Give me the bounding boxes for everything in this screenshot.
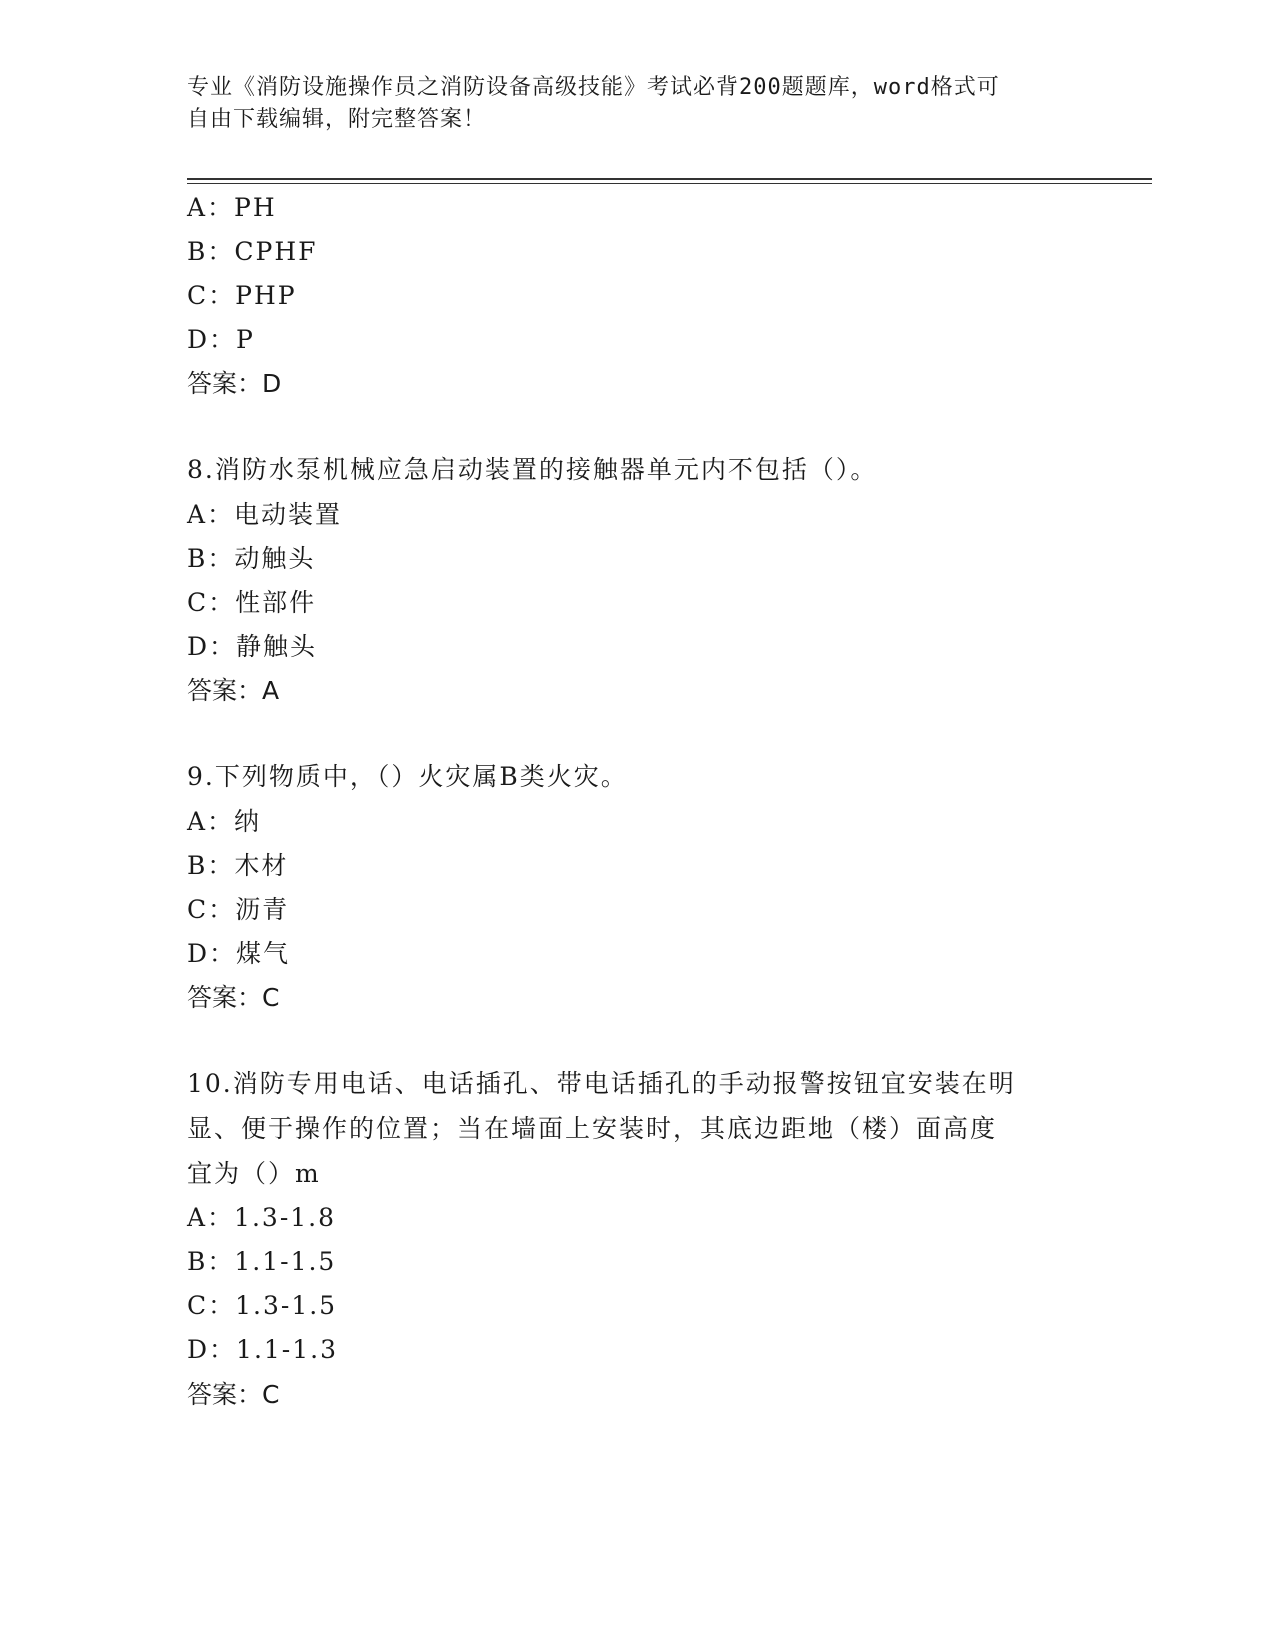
q9-question: 9.下列物质中，（）火灾属B类火灾。 — [187, 762, 628, 791]
q9-option-d: D：煤气 — [187, 939, 291, 968]
q7-option-d: D：P — [187, 325, 255, 354]
q7-option-c: C：PHP — [187, 281, 297, 310]
q7-option-a: A：PH — [187, 193, 277, 222]
q8-option-b: B：动触头 — [187, 544, 316, 573]
q8-question: 8.消防水泵机械应急启动装置的接触器单元内不包括（）。 — [187, 455, 878, 484]
q9-answer: 答案：C — [187, 983, 280, 1012]
q10-option-b: B：1.1-1.5 — [187, 1247, 337, 1276]
q10-question-line-1: 10.消防专用电话、电话插孔、带电话插孔的手动报警按钮宜安装在明 — [187, 1069, 1016, 1098]
header-divider-thick — [187, 178, 1152, 180]
q10-question-line-3: 宜为（）m — [187, 1159, 321, 1188]
q10-option-a: A：1.3-1.8 — [187, 1203, 337, 1232]
q9-option-a: A：纳 — [187, 807, 262, 836]
q9-option-c: C：沥青 — [187, 895, 290, 924]
q9-option-b: B：木材 — [187, 851, 289, 880]
q7-option-b: B：CPHF — [187, 237, 318, 266]
q8-option-a: A：电动装置 — [187, 500, 343, 529]
q10-question-line-2: 显、便于操作的位置；当在墙面上安装时，其底边距地（楼）面高度 — [187, 1114, 998, 1143]
header-line-2: 自由下载编辑，附完整答案！ — [187, 107, 487, 132]
q10-option-d: D：1.1-1.3 — [187, 1335, 339, 1364]
document-header — [187, 72, 1067, 136]
q7-answer: 答案：D — [187, 369, 282, 398]
q8-option-d: D：静触头 — [187, 632, 318, 661]
q8-option-c: C：性部件 — [187, 588, 317, 617]
header-divider-thin — [187, 183, 1152, 184]
q8-answer: 答案：A — [187, 676, 280, 705]
q10-answer: 答案：C — [187, 1380, 280, 1409]
header-line-1: 专业《消防设施操作员之消防设备高级技能》考试必背200题题库，word格式可 — [187, 75, 1000, 100]
q10-option-c: C：1.3-1.5 — [187, 1291, 338, 1320]
